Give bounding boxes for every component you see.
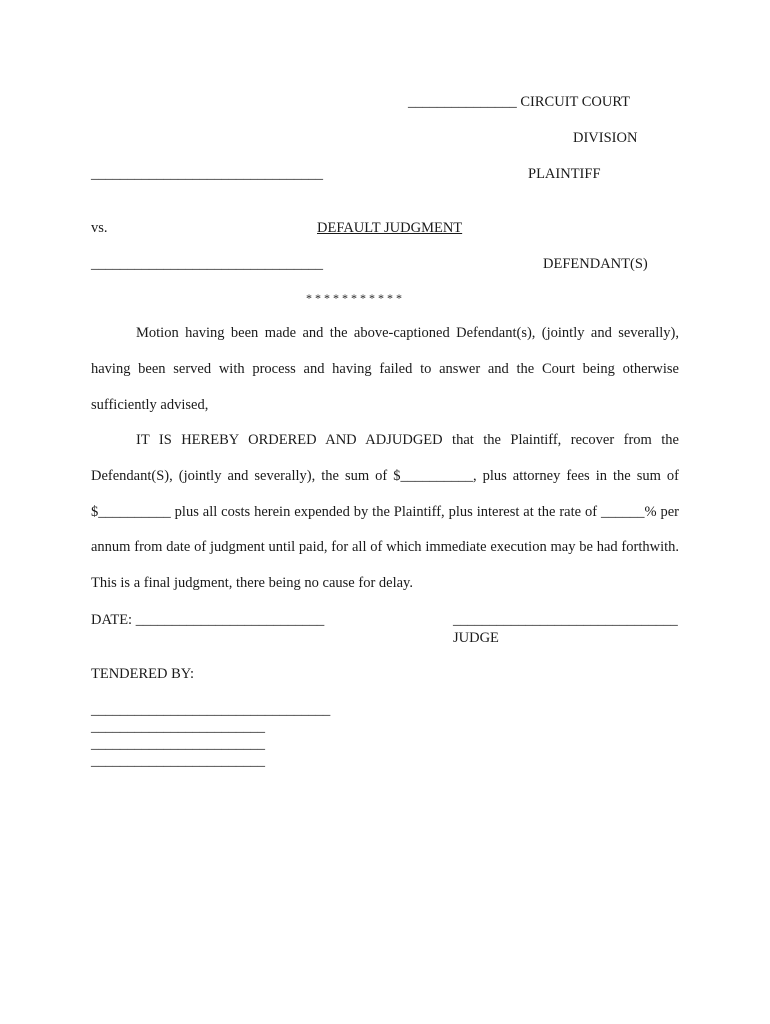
- tendered-line: ________________________: [91, 736, 265, 752]
- division-heading: DIVISION: [573, 130, 638, 146]
- document-title: DEFAULT JUDGMENT: [317, 220, 463, 236]
- judge-signature-line: _______________________________: [453, 612, 678, 628]
- judge-label: JUDGE: [453, 630, 499, 646]
- tendered-line: ________________________: [91, 719, 265, 735]
- motion-paragraph: Motion having been made and the above-captioned Defendant(s), (jointly and severally), having been served with process and having failed to answer and the Court being otherwise sufficiently advised,: [91, 325, 679, 413]
- circuit-court-heading: _______________ CIRCUIT COURT: [408, 94, 631, 110]
- defendant-label: DEFENDANT(S): [543, 256, 648, 272]
- order-paragraph: IT IS HEREBY ORDERED AND ADJUDGED that the Plaintiff, recover from the Defendant(S), (jointly and severally), the sum of $__________, plus attorney fees in the sum of $__________ plus all costs herein expended by the Plaintiff, plus interest at the rate of ______% per annum from date of judgment until paid, for all of which immediate execution may be had forthwith. This is a final judgment, there being no cause for delay.: [91, 432, 679, 592]
- separator-asterisks: * * * * * * * * * * *: [306, 291, 402, 305]
- tendered-line: _________________________________: [91, 702, 331, 718]
- date-field: DATE: __________________________: [91, 612, 325, 628]
- vs-label: vs.: [91, 220, 108, 236]
- defendant-blank-line: ________________________________: [91, 256, 323, 272]
- tendered-by-label: TENDERED BY:: [91, 666, 194, 682]
- plaintiff-blank-line: ________________________________: [91, 166, 323, 182]
- tendered-line: ________________________: [91, 753, 265, 769]
- plaintiff-label: PLAINTIFF: [528, 166, 601, 182]
